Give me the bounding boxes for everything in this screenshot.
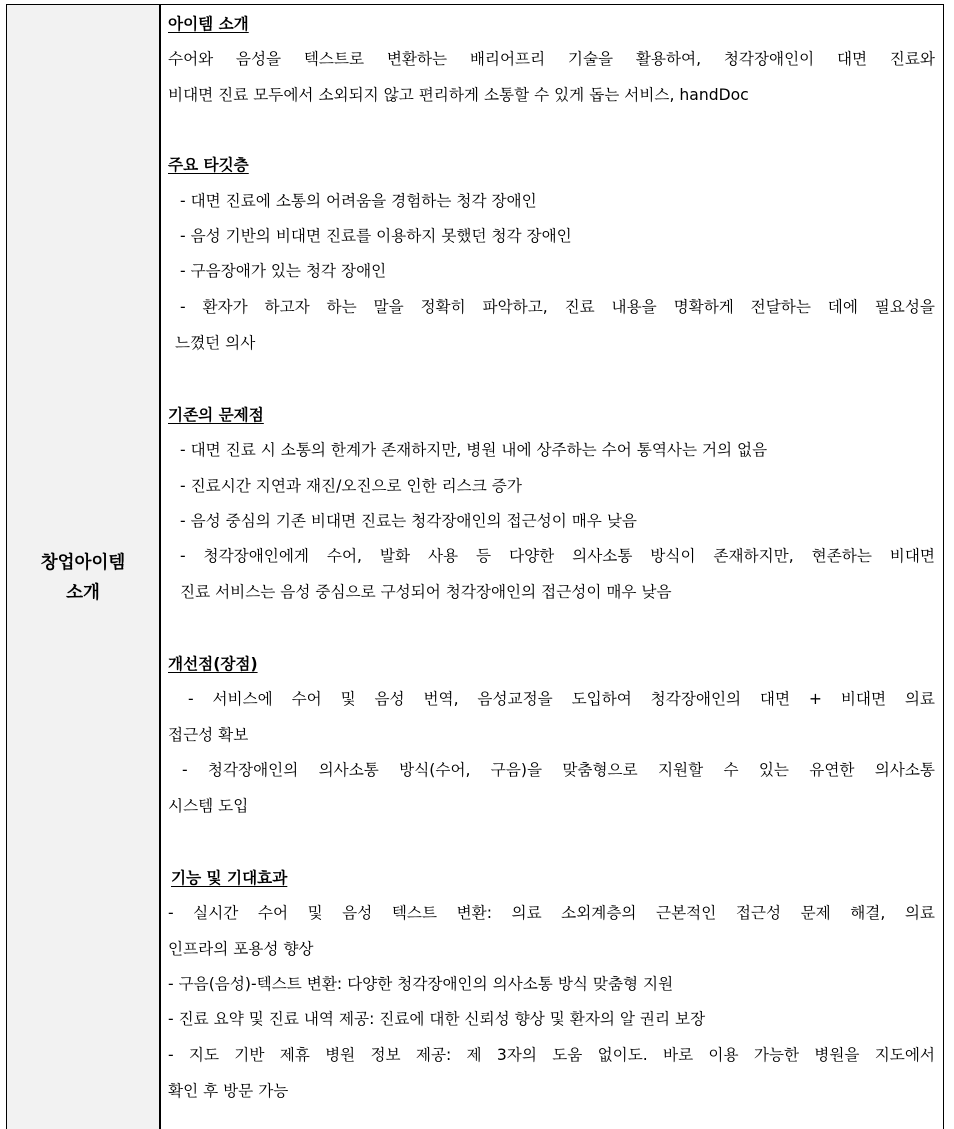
- row-header-title: [41, 548, 126, 608]
- content-cell: [161, 5, 943, 1129]
- problems-line-2: - 진료시간 지연과 재진/오진으로 인한 리스크 증가: [180, 477, 522, 495]
- features-line-3: - 구음(음성)-텍스트 변환: 다양한 청각장애인의 의사소통 방식 맞춤형 지원: [168, 975, 674, 993]
- features-line-2: 인프라의 포용성 향상: [168, 940, 314, 958]
- features-line-6: 확인 후 방문 가능: [168, 1082, 289, 1100]
- target-line-1: - 대면 진료에 소통의 어려움을 경험하는 청각 장애인: [180, 192, 537, 210]
- features-line-4: - 진료 요약 및 진료 내역 제공: 진료에 대한 신뢰성 향상 및 환자의 알 권리 보장: [168, 1010, 706, 1028]
- intro-line-2: 비대면 진료 모두에서 소외되지 않고 편리하게 소통할 수 있게 돕는 서비스, handDoc: [168, 86, 749, 104]
- improvements-line-4: 시스템 도입: [168, 797, 249, 815]
- improvements-line-2: 접근성 확보: [168, 726, 249, 744]
- startup-item-table: [6, 4, 944, 1129]
- features-line-5: - 지도 기반 제휴 병원 정보 제공: 제 3자의 도움 없이도. 바로 이용 가능한 병원을 지도에서: [168, 1046, 935, 1064]
- target-line-2: - 음성 기반의 비대면 진료를 이용하지 못했던 청각 장애인: [180, 227, 572, 245]
- intro-line-1: 수어와 음성을 텍스트로 변환하는 배리어프리 기술을 활용하여, 청각장애인이 대면 진료와: [168, 50, 935, 68]
- problems-line-5: 진료 서비스는 음성 중심으로 구성되어 청각장애인의 접근성이 매우 낮음: [180, 583, 672, 601]
- heading-problems: 기존의 문제점: [168, 406, 264, 424]
- row-header-line-1: 창업아이템: [40, 553, 126, 573]
- heading-features: 기능 및 기대효과: [171, 869, 288, 887]
- heading-improvements: 개선점(장점): [168, 655, 258, 673]
- improvements-line-3: - 청각장애인의 의사소통 방식(수어, 구음)을 맞춤형으로 지원할 수 있는 유연한 의사소통: [182, 761, 935, 779]
- row-header-cell: [7, 5, 161, 1129]
- problems-line-4: - 청각장애인에게 수어, 발화 사용 등 다양한 의사소통 방식이 존재하지만, 현존하는 비대면: [180, 547, 935, 565]
- problems-line-1: - 대면 진료 시 소통의 한계가 존재하지만, 병원 내에 상주하는 수어 통역사는 거의 없음: [180, 441, 768, 459]
- heading-item-intro: 아이템 소개: [168, 15, 249, 33]
- problems-line-3: - 음성 중심의 기존 비대면 진료는 청각장애인의 접근성이 매우 낮음: [180, 512, 637, 530]
- improvements-line-1: - 서비스에 수어 및 음성 번역, 음성교정을 도입하여 청각장애인의 대면 + 비대면 의료: [188, 690, 935, 708]
- heading-target: 주요 타깃층: [168, 156, 249, 174]
- target-line-4: - 환자가 하고자 하는 말을 정확히 파악하고, 진료 내용을 명확하게 전달하는 데에 필요성을: [180, 298, 935, 316]
- features-line-1: - 실시간 수어 및 음성 텍스트 변환: 의료 소외계층의 근본적인 접근성 문제 해결, 의료: [168, 904, 935, 922]
- target-line-3: - 구음장애가 있는 청각 장애인: [180, 262, 387, 280]
- row-header-line-2: 소개: [66, 583, 100, 603]
- target-line-5: 느꼈던 의사: [175, 334, 256, 352]
